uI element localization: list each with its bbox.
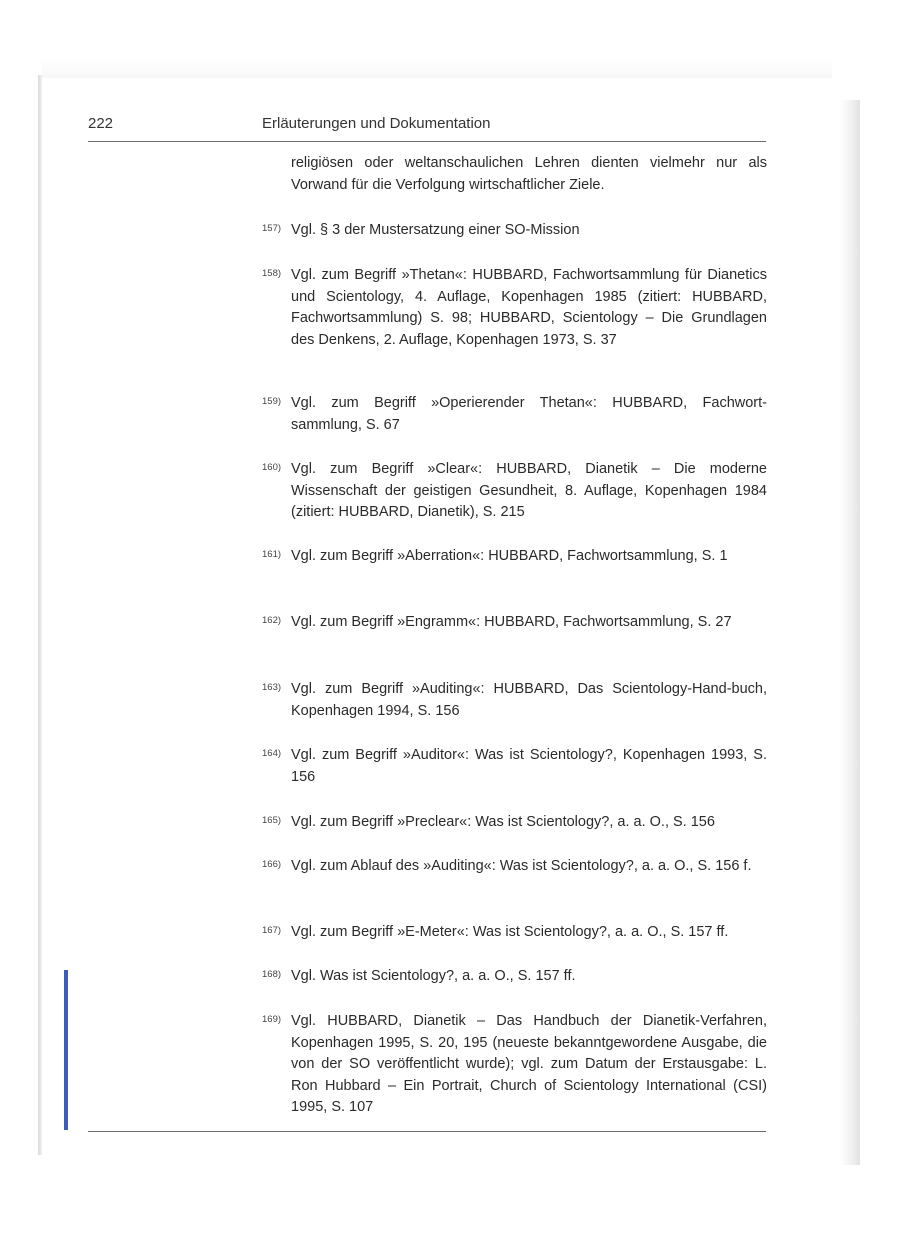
footnote-number: 169) bbox=[262, 1014, 282, 1025]
footnote-text: Vgl. zum Ablauf des »Auditing«: Was ist Scientology?, a. a. O., S. 156 f. bbox=[291, 858, 752, 874]
footnote-text: Vgl. zum Begriff »Aberration«: HUBBARD, Fachwortsammlung, S. 1 bbox=[291, 548, 728, 564]
footnote-text: Vgl. zum Begriff »E-Meter«: Was ist Scientology?, a. a. O., S. 157 ff. bbox=[291, 924, 729, 940]
footnote-text: Vgl. HUBBARD, Dianetik – Das Handbuch der Dianetik-Verfahren, Kopenhagen 1995, S. 20, 195 (neueste bekanntgewordene Ausgabe, die von der SO veröffentlicht wurde); vgl. zum Datum der Erstausgabe: L. Ron Hubbard – Ein Portrait, Church of Scientology International (CSI) 1995, S. 107 bbox=[291, 1013, 767, 1115]
margin-mark bbox=[64, 970, 68, 1130]
footnote-number: 163) bbox=[262, 682, 282, 693]
scan-edge-right bbox=[840, 100, 860, 1165]
page-number: 222 bbox=[88, 115, 114, 132]
footnote-number: 158) bbox=[262, 268, 282, 279]
footnote-number: 165) bbox=[262, 815, 282, 826]
footnote-end-rule bbox=[88, 1131, 766, 1132]
scan-edge-top bbox=[42, 58, 832, 78]
footnote-number: 166) bbox=[262, 859, 282, 870]
scan-edge-left bbox=[38, 75, 42, 1155]
footnote-number: 161) bbox=[262, 549, 282, 560]
footnote-text: Vgl. zum Begriff »Clear«: HUBBARD, Dianetik – Die moderne Wissenschaft der geistigen Gesundheit, 8. Auflage, Kopenhagen 1984 (zitiert: HUBBARD, Dianetik), S. 215 bbox=[291, 461, 767, 520]
page-header bbox=[88, 115, 766, 142]
footnote-number: 159) bbox=[262, 396, 282, 407]
footnote-number: 160) bbox=[262, 462, 282, 473]
footnote-text: Vgl. zum Begriff »Auditor«: Was ist Scientology?, Kopenhagen 1993, S. 156 bbox=[291, 747, 767, 785]
footnote-text: Vgl. zum Begriff »Auditing«: HUBBARD, Das Scientology-Hand-buch, Kopenhagen 1994, S. 156 bbox=[291, 681, 767, 719]
footnote-number: 167) bbox=[262, 925, 282, 936]
footnote-text: Vgl. Was ist Scientology?, a. a. O., S. 157 ff. bbox=[291, 968, 576, 984]
footnote-number: 164) bbox=[262, 748, 282, 759]
footnote-text: Vgl. zum Begriff »Thetan«: HUBBARD, Fachwortsammlung für Dianetics und Scientology, 4. Auflage, Kopenhagen 1985 (zitiert: HUBBARD, Fachwortsammlung) S. 98; HUBBARD, Scientology – Die Grundlagen des Denkens, 2. Auflage, Kopenhagen 1973, S. 37 bbox=[291, 267, 767, 348]
footnote-text: Vgl. § 3 der Mustersatzung einer SO-Mission bbox=[291, 222, 580, 238]
footnote-text: Vgl. zum Begriff »Preclear«: Was ist Scientology?, a. a. O., S. 156 bbox=[291, 814, 715, 830]
footnote-number: 162) bbox=[262, 615, 282, 626]
footnote-text: Vgl. zum Begriff »Operierender Thetan«: HUBBARD, Fachwort-sammlung, S. 67 bbox=[291, 395, 767, 433]
running-title: Erläuterungen und Dokumentation bbox=[262, 115, 491, 132]
footnote-number: 157) bbox=[262, 223, 282, 234]
footnote-number: 168) bbox=[262, 969, 282, 980]
body-continuation: religiösen oder weltanschaulichen Lehren dienten vielmehr nur als Vorwand für die Verfolgung wirtschaftlicher Ziele. bbox=[291, 155, 767, 193]
footnote-text: Vgl. zum Begriff »Engramm«: HUBBARD, Fachwortsammlung, S. 27 bbox=[291, 614, 732, 630]
